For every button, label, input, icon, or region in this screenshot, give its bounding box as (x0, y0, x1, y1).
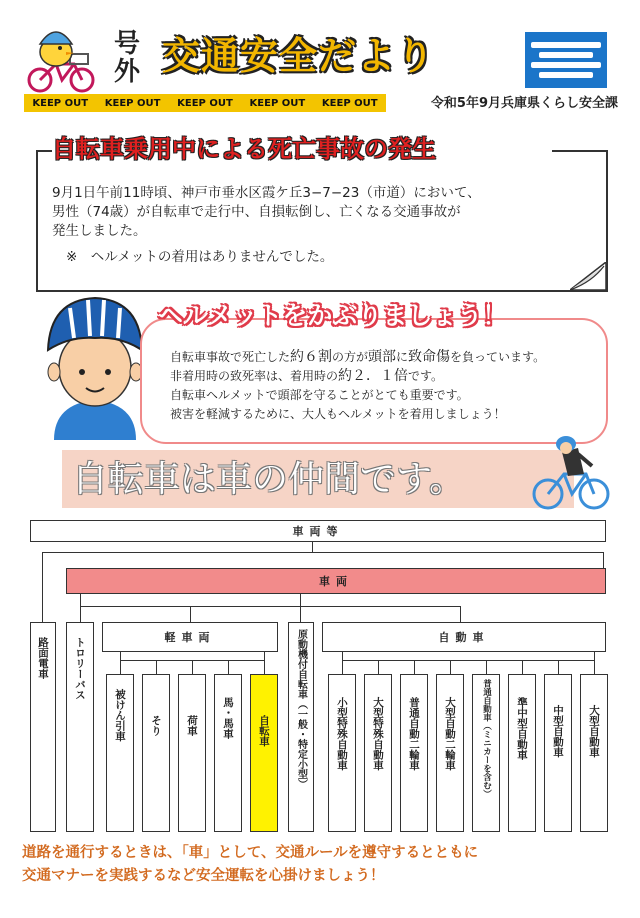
tape-text: KEEP OUT (104, 97, 161, 109)
chart-auto-item: 大型自動二輪車 (436, 674, 464, 832)
chart-auto-item: 小型特殊自動車 (328, 674, 356, 832)
cyclist-illustration (532, 430, 612, 512)
page-curl-icon (570, 262, 606, 290)
footer-line-1: 道路を通行するときは、「車」として、交通ルールを遵守するとともに (22, 845, 479, 861)
tape-text: KEEP OUT (177, 97, 233, 109)
accident-news-body (52, 184, 600, 241)
bicycle-is-vehicle-banner: 自転車は車の仲間です。 (72, 459, 466, 500)
keep-out-tape (24, 94, 386, 112)
boy-helmet-illustration (40, 292, 150, 440)
helmet-line-3: 自転車ヘルメットで頭部を守ることがとても重要です。 (170, 388, 469, 402)
extra-edition-char-1: 号 (113, 29, 140, 59)
helmet-text (170, 348, 600, 424)
helmet-line-2: 非着用時の致死率は、着用時の約２．１倍です。 (170, 368, 444, 384)
chart-node-trolleybus: トロリーバス (66, 622, 94, 832)
newsletter-title: 交通安全だより (162, 28, 527, 84)
news-line: 9月1日午前11時頃、神戸市垂水区霞ケ丘3−7−23（市道）において、 (52, 185, 481, 201)
chart-auto-item: 大型特殊自動車 (364, 674, 392, 832)
chart-auto-item: 大型自動車 (580, 674, 608, 832)
helmet-line-1: 自転車事故で死亡した約６割の方が頭部に致命傷を負っています。 (170, 349, 546, 365)
helmet-line-4: 被害を軽減するために、大人もヘルメットを着用しましょう！ (170, 407, 506, 421)
chart-node-light-vehicle: 軽車両 (102, 622, 278, 652)
tape-text: KEEP OUT (321, 97, 378, 109)
chart-node-moped: 原動機付自転車（一般・特定小型） (288, 622, 314, 832)
chart-node-vehicle: 車両 (66, 568, 606, 594)
chart-auto-item: 準中型自動車 (508, 674, 536, 832)
helmet-title: ヘルメットをかぶりましょう！ (158, 301, 508, 330)
chart-auto-item: 普通自動車（ミニカーを含む） (472, 674, 500, 832)
chart-node-automobile: 自動車 (322, 622, 606, 652)
news-line: 男性（74歳）が自転車で走行中、自損転倒し、亡くなる交通事故が (52, 204, 461, 220)
chart-node-streetcar: 路面電車 (30, 622, 56, 832)
hyogo-logo-icon (525, 32, 607, 88)
chart-light-item: 荷車 (178, 674, 206, 832)
footer-message (22, 842, 622, 888)
extra-edition-char-2: 外 (113, 57, 140, 87)
header-chick-illustration (26, 20, 96, 94)
chart-light-item: 被けん引車 (106, 674, 134, 832)
chart-light-item-bicycle: 自転車 (250, 674, 278, 832)
news-line: 発生しました。 (52, 223, 147, 239)
chart-light-item: 馬・馬車 (214, 674, 242, 832)
tape-text: KEEP OUT (32, 97, 89, 109)
helmet-note: ※ ヘルメットの着用はありませんでした。 (66, 249, 334, 265)
chart-node-root: 車両等 (30, 520, 606, 542)
chart-auto-item: 普通自動二輪車 (400, 674, 428, 832)
accident-news-title: 自転車乗用中による死亡事故の発生 (52, 132, 552, 166)
chart-light-item: そり (142, 674, 170, 832)
department-date: 令和5年9月兵庫県くらし安全課 (430, 96, 618, 111)
chart-auto-item: 中型自動車 (544, 674, 572, 832)
extra-edition-label (98, 30, 156, 86)
footer-line-2: 交通マナーを実践するなど安全運転を心掛けましょう！ (22, 868, 385, 884)
tape-text: KEEP OUT (249, 97, 306, 109)
